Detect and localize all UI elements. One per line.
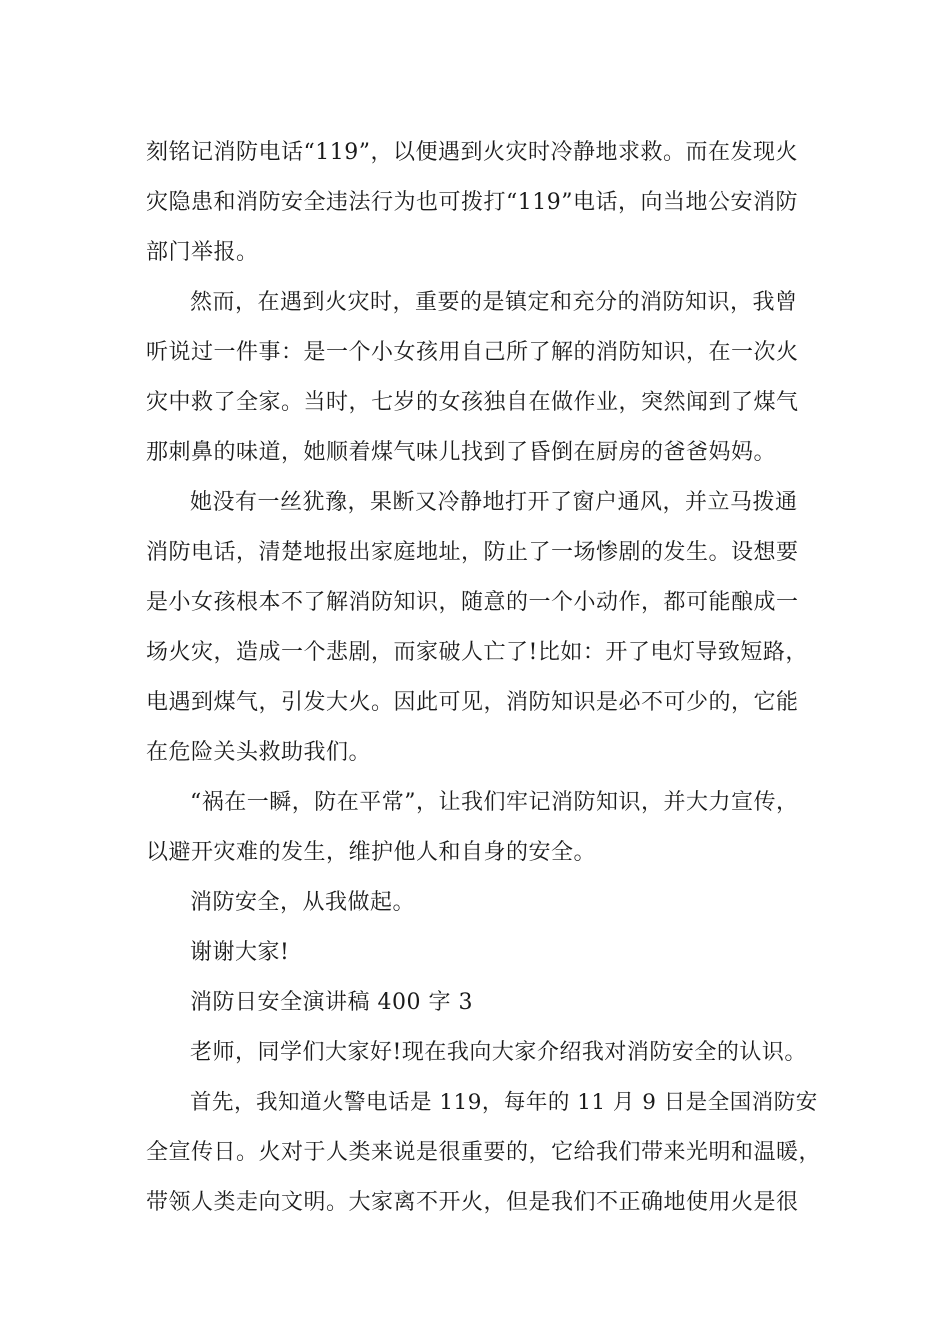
paragraph-8 (146, 1028, 826, 1078)
paragraph-6 (146, 928, 826, 978)
text-line: 灾隐患和消防安全违法行为也可拨打“119”电话，向当地公安消防 (146, 190, 798, 215)
paragraph-3 (146, 478, 826, 778)
paragraph-4 (146, 778, 826, 878)
text-line: 以避开灾难的发生，维护他人和自身的安全。 (146, 840, 597, 865)
document-body (146, 128, 826, 1228)
text-line: 刻铭记消防电话“119”，以便遇到火灾时冷静地求救。而在发现火 (146, 140, 798, 165)
paragraph-5 (146, 878, 826, 928)
text-line: 她没有一丝犹豫，果断又冷静地打开了窗户通风，并立马拨通 (190, 490, 798, 515)
paragraph-9 (146, 1078, 826, 1228)
text-line: “祸在一瞬，防在平常”，让我们牢记消防知识，并大力宣传， (190, 790, 799, 815)
text-line: 消防电话，清楚地报出家庭地址，防止了一场惨剧的发生。设想要 (146, 540, 799, 565)
text-line: 那刺鼻的味道，她顺着煤气味儿找到了昏倒在厨房的爸爸妈妈。 (146, 440, 777, 465)
text-line: 带领人类走向文明。大家离不开火，但是我们不正确地使用火是很 (146, 1190, 799, 1215)
text-line: 电遇到煤气，引发大火。因此可见，消防知识是必不可少的，它能 (146, 690, 799, 715)
text-line: 消防安全，从我做起。 (190, 890, 416, 915)
text-line: 然而，在遇到火灾时，重要的是镇定和充分的消防知识，我曾 (190, 290, 798, 315)
text-line: 是小女孩根本不了解消防知识，随意的一个小动作，都可能酿成一 (146, 590, 799, 615)
text-line: 听说过一件事：是一个小女孩用自己所了解的消防知识，在一次火 (146, 340, 799, 365)
text-line: 消防日安全演讲稿 400 字 3 (190, 990, 473, 1015)
paragraph-2 (146, 278, 826, 478)
paragraph-1 (146, 128, 826, 278)
text-line: 灾中救了全家。当时，七岁的女孩独自在做作业，突然闻到了煤气 (146, 390, 799, 415)
text-line: 谢谢大家! (190, 940, 290, 965)
text-line: 老师，同学们大家好!现在我向大家介绍我对消防安全的认识。 (190, 1040, 807, 1065)
section-title (146, 978, 826, 1028)
text-line: 场火灾，造成一个悲剧，而家破人亡了!比如：开了电灯导致短路， (146, 640, 808, 665)
text-line: 部门举报。 (146, 240, 259, 265)
text-line: 全宣传日。火对于人类来说是很重要的，它给我们带来光明和温暖， (146, 1140, 822, 1165)
text-line: 在危险关头救助我们。 (146, 740, 372, 765)
text-line: 首先，我知道火警电话是 119，每年的 11 月 9 日是全国消防安 (190, 1090, 818, 1115)
